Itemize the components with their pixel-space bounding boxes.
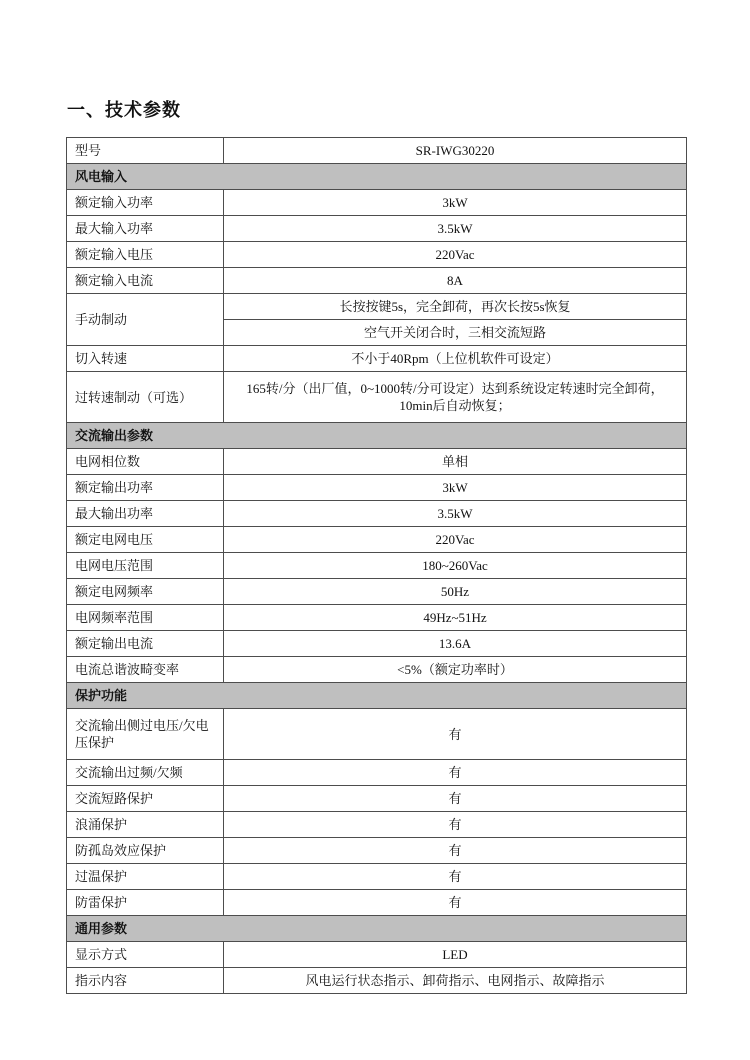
param-value-cell: 不小于40Rpm（上位机软件可设定） — [224, 346, 687, 372]
section-row — [67, 916, 687, 942]
param-label-cell: 最大输入功率 — [67, 216, 224, 242]
param-value-cell: 180~260Vac — [224, 553, 687, 579]
param-label-cell: 额定输入功率 — [67, 190, 224, 216]
param-value-cell: 有 — [224, 890, 687, 916]
param-label-cell: 防雷保护 — [67, 890, 224, 916]
param-label-cell: 显示方式 — [67, 942, 224, 968]
page-title: 一、技术参数 — [67, 100, 181, 120]
section-row — [67, 164, 687, 190]
param-value-cell: 165转/分（出厂值，0~1000转/分可设定）达到系统设定转速时完全卸荷，10min后自动恢复； — [224, 372, 687, 423]
table-row — [67, 138, 687, 164]
table-row — [67, 372, 687, 423]
param-label-cell: 型号 — [67, 138, 224, 164]
section-header-cell: 交流输出参数 — [67, 423, 687, 449]
param-value-cell: 8A — [224, 268, 687, 294]
param-label-cell: 电网相位数 — [67, 449, 224, 475]
param-value-cell: 单相 — [224, 449, 687, 475]
table-row — [67, 942, 687, 968]
param-label-cell: 额定输出功率 — [67, 475, 224, 501]
param-value-cell: 3.5kW — [224, 501, 687, 527]
param-value-cell: 空气开关闭合时，三相交流短路 — [224, 320, 687, 346]
param-label-cell: 电网电压范围 — [67, 553, 224, 579]
param-value-cell: 长按按键5s，完全卸荷，再次长按5s恢复 — [224, 294, 687, 320]
table-row — [67, 527, 687, 553]
spec-table-body — [67, 138, 687, 994]
param-value-cell: 3.5kW — [224, 216, 687, 242]
param-value-cell: 有 — [224, 812, 687, 838]
table-row — [67, 709, 687, 760]
param-label-cell: 电网频率范围 — [67, 605, 224, 631]
table-row — [67, 294, 687, 320]
section-header-cell: 风电输入 — [67, 164, 687, 190]
param-label-cell: 浪涌保护 — [67, 812, 224, 838]
table-row — [67, 812, 687, 838]
param-label-cell: 额定电网电压 — [67, 527, 224, 553]
param-label-cell: 电流总谐波畸变率 — [67, 657, 224, 683]
param-value-cell: 220Vac — [224, 527, 687, 553]
table-row — [67, 786, 687, 812]
param-label-cell: 额定电网频率 — [67, 579, 224, 605]
param-value-cell: LED — [224, 942, 687, 968]
section-header-cell: 保护功能 — [67, 683, 687, 709]
param-value-cell: SR-IWG30220 — [224, 138, 687, 164]
table-row — [67, 760, 687, 786]
param-value-cell: 50Hz — [224, 579, 687, 605]
table-row — [67, 553, 687, 579]
param-value-cell: 有 — [224, 760, 687, 786]
param-label-cell: 手动制动 — [67, 294, 224, 346]
section-header-cell: 通用参数 — [67, 916, 687, 942]
param-value-cell: 49Hz~51Hz — [224, 605, 687, 631]
param-label-cell: 交流输出侧过电压/欠电压保护 — [67, 709, 224, 760]
table-row — [67, 242, 687, 268]
table-row — [67, 501, 687, 527]
param-label-cell: 交流短路保护 — [67, 786, 224, 812]
table-row — [67, 449, 687, 475]
param-value-cell: 有 — [224, 786, 687, 812]
section-row — [67, 683, 687, 709]
table-row — [67, 657, 687, 683]
table-row — [67, 346, 687, 372]
spec-table — [66, 137, 687, 994]
param-label-cell: 切入转速 — [67, 346, 224, 372]
param-value-cell: 3kW — [224, 190, 687, 216]
param-value-cell: 有 — [224, 838, 687, 864]
table-row — [67, 864, 687, 890]
section-row — [67, 423, 687, 449]
param-value-cell: <5%（额定功率时） — [224, 657, 687, 683]
table-row — [67, 890, 687, 916]
param-value-cell: 有 — [224, 864, 687, 890]
param-value-cell: 13.6A — [224, 631, 687, 657]
param-value-cell: 220Vac — [224, 242, 687, 268]
param-label-cell: 额定输入电压 — [67, 242, 224, 268]
param-label-cell: 最大输出功率 — [67, 501, 224, 527]
table-row — [67, 631, 687, 657]
param-label-cell: 额定输入电流 — [67, 268, 224, 294]
param-value-cell: 有 — [224, 709, 687, 760]
table-row — [67, 838, 687, 864]
param-label-cell: 防孤岛效应保护 — [67, 838, 224, 864]
table-row — [67, 968, 687, 994]
param-value-cell: 风电运行状态指示、卸荷指示、电网指示、故障指示 — [224, 968, 687, 994]
table-row — [67, 268, 687, 294]
param-value-cell: 3kW — [224, 475, 687, 501]
table-row — [67, 579, 687, 605]
param-label-cell: 过温保护 — [67, 864, 224, 890]
param-label-cell: 额定输出电流 — [67, 631, 224, 657]
table-row — [67, 216, 687, 242]
table-row — [67, 605, 687, 631]
param-label-cell: 交流输出过频/欠频 — [67, 760, 224, 786]
param-label-cell: 过转速制动（可选） — [67, 372, 224, 423]
table-row — [67, 190, 687, 216]
param-label-cell: 指示内容 — [67, 968, 224, 994]
table-row — [67, 475, 687, 501]
